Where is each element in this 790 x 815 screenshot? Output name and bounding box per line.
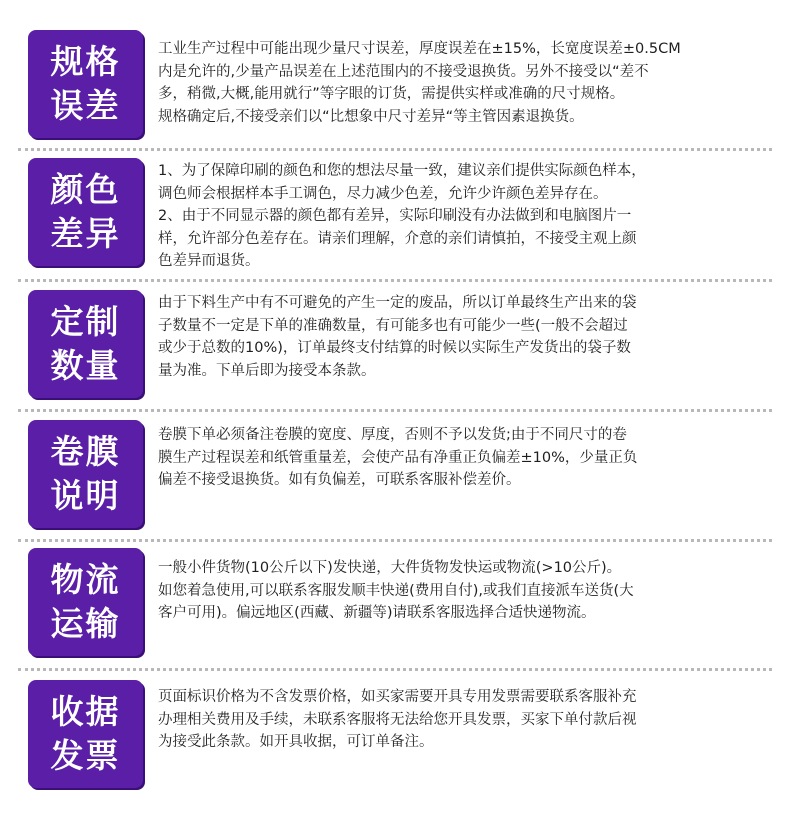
text-line: 由于下料生产中有不可避免的产生一定的废品，所以订单最终生产出来的袋 — [158, 295, 637, 311]
text-line: 一般小件货物(10公斤以下)发快递，大件货物发快运或物流(>10公斤)。 — [158, 560, 622, 576]
text-line: 为接受此条款。如开具收据，可订单备注。 — [158, 734, 434, 750]
badge-line: 说明 — [50, 476, 121, 515]
text-line: 调色师会根据样本手工调色，尽力减少色差，允许少许颜色差异存在。 — [158, 185, 608, 202]
text-line: 或少于总数的10%)，订单最终支付结算的时候以实际生产发货出的袋子数 — [158, 340, 631, 356]
badge-receipt-invoice — [28, 680, 143, 788]
divider — [18, 148, 772, 151]
text-line: 卷膜下单必须备注卷膜的宽度、厚度，否则不予以发货;由于不同尺寸的卷 — [158, 427, 627, 443]
badge-line: 颜色 — [50, 170, 121, 209]
text-line: 内是允许的,少量产品误差在上述范围内的不接受退换货。另外不接受以“差不 — [158, 63, 649, 80]
text-line: 1、为了保障印刷的颜色和您的想法尽量一致，建议亲们提供实际颜色样本， — [158, 163, 646, 179]
text-line: 膜生产过程误差和纸管重量差，会使产品有净重正负偏差±10%，少量正负 — [158, 449, 638, 466]
badge-line: 运输 — [50, 604, 121, 643]
badge-logistics — [28, 548, 143, 656]
section-text — [158, 424, 772, 492]
text-line: 规格确定后,不接受亲们以“比想象中尺寸差异“等主管因素退换货。 — [158, 108, 584, 125]
divider — [18, 668, 772, 671]
text-line: 样，允许部分色差存在。请亲们理解，介意的亲们请慎拍，不接受主观上颜 — [158, 230, 637, 247]
badge-line: 发票 — [50, 736, 121, 775]
badge-line: 误差 — [50, 86, 121, 125]
section-text — [158, 292, 772, 382]
badge-line: 数量 — [50, 346, 121, 385]
text-line: 页面标识价格为不含发票价格，如买家需要开具专用发票需要联系客服补充 — [158, 689, 637, 705]
text-line: 多，稍微,大概,能用就行”等字眼的订货，需提供实样或准确的尺寸规格。 — [158, 86, 625, 102]
badge-custom-quantity — [28, 290, 143, 398]
section-text — [158, 686, 772, 754]
text-line: 子数量不一定是下单的准确数量，有可能多也有可能少一些(一般不会超过 — [158, 317, 628, 334]
section-text — [158, 160, 772, 273]
badge-line: 收据 — [50, 692, 121, 731]
badge-roll-film — [28, 420, 143, 528]
text-line: 客户可用)。偏远地区(西藏、新疆等)请联系客服选择合适快递物流。 — [158, 605, 596, 621]
section-text — [158, 557, 772, 625]
text-line: 办理相关费用及手续，未联系客服将无法给您开具发票，买家下单付款后视 — [158, 711, 637, 728]
text-line: 如您着急使用,可以联系客服发顺丰快递(费用自付),或我们直接派车送货(大 — [158, 582, 634, 599]
badge-color-difference — [28, 158, 143, 266]
badge-spec-error — [28, 30, 143, 138]
text-line: 量为准。下单后即为接受本条款。 — [158, 362, 376, 379]
text-line: 偏差不接受退换货。如有负偏差，可联系客服补偿差价。 — [158, 472, 521, 488]
badge-line: 差异 — [50, 214, 121, 253]
badge-line: 物流 — [50, 560, 121, 599]
text-line: 工业生产过程中可能出现少量尺寸误差，厚度误差在±15%，长宽度误差±0.5CM — [158, 41, 681, 57]
section-text — [158, 38, 772, 128]
badge-line: 定制 — [50, 302, 121, 341]
divider — [18, 279, 772, 282]
divider — [18, 409, 772, 412]
text-line: 2、由于不同显示器的颜色都有差异，实际印刷没有办法做到和电脑图片一 — [158, 208, 632, 224]
text-line: 色差异而退货。 — [158, 253, 260, 269]
badge-line: 卷膜 — [50, 432, 121, 471]
divider — [18, 539, 772, 542]
badge-line: 规格 — [50, 42, 121, 81]
